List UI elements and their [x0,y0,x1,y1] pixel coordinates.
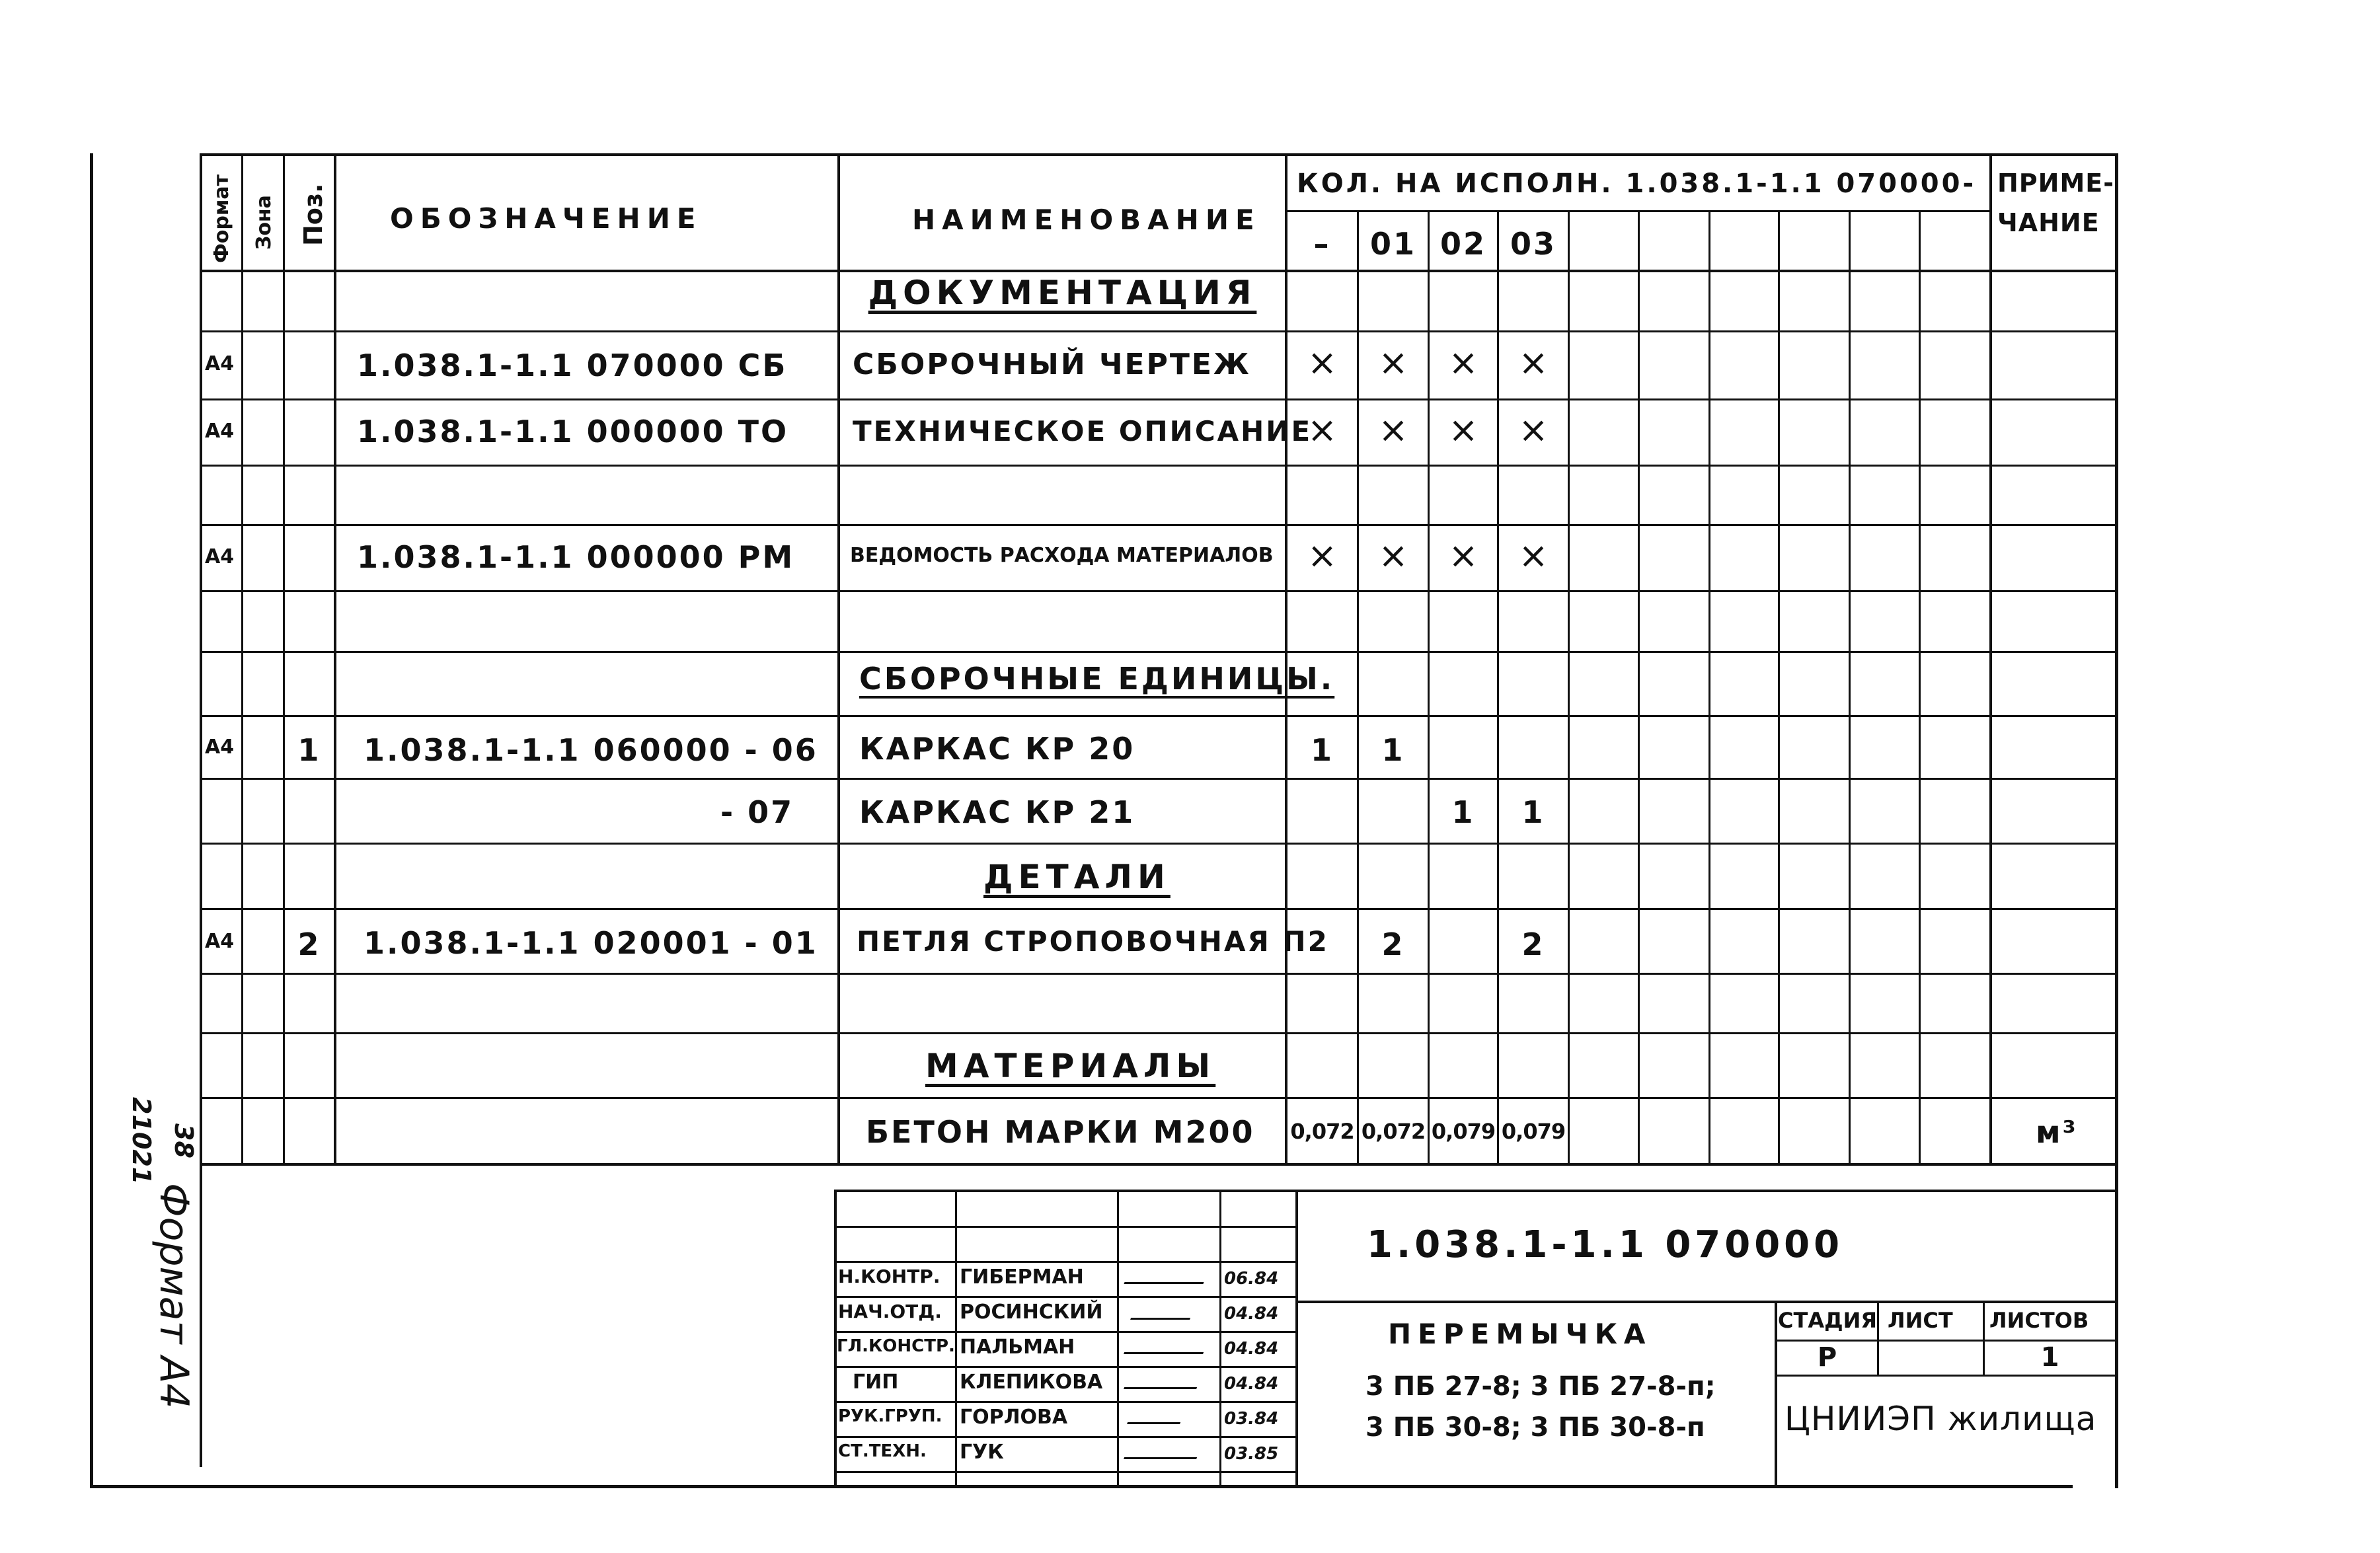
table-row-10-qty-0: 0,072 [1290,1119,1354,1144]
signature-3 [1124,1371,1203,1389]
sheets-value: 1 [2040,1342,2059,1373]
section-details: ДЕТАЛИ [983,858,1171,896]
header-note-2: ЧАНИЕ [1997,208,2100,237]
variant-01: 01 [1369,226,1416,262]
header-zone: Зона [252,195,276,250]
table-row-1-name: СБОРОЧНЫЙ ЧЕРТЕЖ [853,348,1251,381]
sig-date-3: 04.84 [1224,1374,1279,1394]
document-code: 1.038.1-1.1 070000 [1367,1223,1844,1266]
signature-0 [1124,1268,1209,1284]
table-row-1-designation: 1.038.1-1.1 070000 СБ [357,348,788,383]
sheet-label: ЛИСТ [1888,1308,1953,1333]
frame-top [200,153,2118,156]
stage-value: Р [1817,1342,1837,1373]
table-row-3-qty-3: × [1518,535,1549,576]
table-row-10-qty-3: 0,079 [1501,1119,1566,1144]
table-row-5-designation: 1.038.1-1.1 060000 - 06 [364,732,818,768]
sig-date-1: 04.84 [1224,1304,1279,1324]
organization: ЦНИИЭП жилища [1785,1400,2097,1438]
sig-role-0: Н.КОНТР. [838,1266,940,1287]
variant-02: 02 [1440,226,1486,262]
table-row-2-qty-3: × [1518,409,1549,451]
table-row-1-qty-0: × [1307,342,1338,383]
sig-name-1: РОСИНСКИЙ [960,1301,1103,1324]
table-row-2-qty-2: × [1448,409,1478,451]
sig-name-4: ГОРЛОВА [960,1406,1068,1429]
sig-name-5: ГУК [960,1441,1004,1464]
table-row-5-pos: 1 [297,732,321,768]
table-row-1-format: А4 [205,352,235,375]
section-documentation: ДОКУМЕНТАЦИЯ [868,274,1257,312]
table-row-10-qty-2: 0,079 [1431,1119,1496,1144]
sig-date-5: 03.85 [1224,1444,1279,1464]
sig-date-0: 06.84 [1224,1269,1279,1289]
margin-format-label: Формат А4 [151,1183,197,1409]
table-row-3-format: А4 [205,545,235,568]
table-row-1-qty-2: × [1448,342,1478,383]
sig-role-5: СТ.ТЕХН. [838,1441,927,1461]
sig-role-1: НАЧ.ОТД. [838,1301,942,1322]
signature-1 [1130,1302,1196,1320]
table-row-8-designation: 1.038.1-1.1 020001 - 01 [364,925,818,961]
table-row-2-name: ТЕХНИЧЕСКОЕ ОПИСАНИЕ [853,415,1313,447]
header-designation: ОБОЗНАЧЕНИЕ [390,202,703,235]
variant-base: – [1313,226,1331,262]
table-row-10-name: БЕТОН МАРКИ М200 [866,1114,1255,1150]
section-materials: МАТЕРИАЛЫ [925,1047,1216,1085]
signature-2 [1124,1336,1209,1354]
table-row-2-designation: 1.038.1-1.1 000000 ТО [357,414,789,449]
sig-date-2: 04.84 [1224,1339,1279,1359]
table-row-2-qty-0: × [1307,409,1338,451]
sheets-label: ЛИСТОВ [1989,1308,2089,1333]
header-name: НАИМЕНОВАНИЕ [912,204,1261,236]
table-row-8-qty-1: 2 [1381,927,1405,962]
header-note-1: ПРИМЕ- [1997,169,2114,198]
sig-name-0: ГИБЕРМАН [960,1266,1084,1289]
header-qty: КОЛ. НА ИСПОЛН. 1.038.1-1.1 070000- [1297,169,1977,199]
header-format: Формат [210,174,233,263]
frame-right [2115,153,2118,1488]
document-subtitle-2: 3 ПБ 30-8; 3 ПБ 30-8-п [1365,1412,1705,1443]
table-row-10-qty-1: 0,072 [1361,1119,1426,1144]
variant-03: 03 [1510,226,1556,262]
table-row-8-format: А4 [205,930,235,953]
table-row-5-format: А4 [205,736,235,759]
table-row-5-name: КАРКАС КР 20 [859,731,1135,767]
table-row-5-qty-0: 1 [1310,732,1334,768]
sig-date-4: 03.84 [1224,1409,1279,1429]
table-row-3-qty-0: × [1307,535,1338,576]
table-row-10-note: м³ [2036,1114,2078,1150]
sig-name-3: КЛЕПИКОВА [960,1371,1103,1394]
margin-page-number: 38 [169,1123,198,1158]
table-row-8-pos: 2 [297,927,321,962]
sig-name-2: ПАЛЬМАН [960,1336,1075,1359]
table-row-6-qty-3: 1 [1521,794,1545,830]
sig-role-4: РУК.ГРУП. [838,1406,942,1426]
sig-role-3: ГИП [853,1371,899,1394]
table-row-2-qty-1: × [1378,409,1408,451]
table-row-1-qty-1: × [1378,342,1408,383]
header-pos: Поз. [299,183,328,246]
table-row-6-name: КАРКАС КР 21 [859,794,1135,830]
table-row-6-designation: - 07 [720,794,794,830]
frame-left [90,153,93,1488]
signature-4 [1127,1406,1186,1424]
frame-inner-left [200,153,202,1467]
table-row-5-qty-1: 1 [1381,732,1405,768]
table-row-8-name: ПЕТЛЯ СТРОПОВОЧНАЯ П2 [857,925,1329,958]
section-assembly-units: СБОРОЧНЫЕ ЕДИНИЦЫ. [859,661,1335,697]
table-row-2-format: А4 [205,420,235,443]
signature-5 [1124,1441,1203,1459]
stage-label: СТАДИЯ [1778,1308,1877,1333]
table-row-3-qty-2: × [1448,535,1478,576]
document-subtitle-1: 3 ПБ 27-8; 3 ПБ 27-8-п; [1365,1371,1716,1402]
table-row-3-qty-1: × [1378,535,1408,576]
table-row-3-designation: 1.038.1-1.1 000000 РМ [357,539,795,575]
table-row-6-qty-2: 1 [1451,794,1475,830]
document-title: ПЕРЕМЫЧКА [1388,1318,1652,1350]
table-row-3-name: ВЕДОМОСТЬ РАСХОДА МАТЕРИАЛОВ [850,544,1274,567]
table-row-1-qty-3: × [1518,342,1549,383]
table-row-8-qty-3: 2 [1521,927,1545,962]
sig-role-2: ГЛ.КОНСТР. [837,1336,955,1356]
margin-inventory-number: 21021 [127,1097,156,1185]
